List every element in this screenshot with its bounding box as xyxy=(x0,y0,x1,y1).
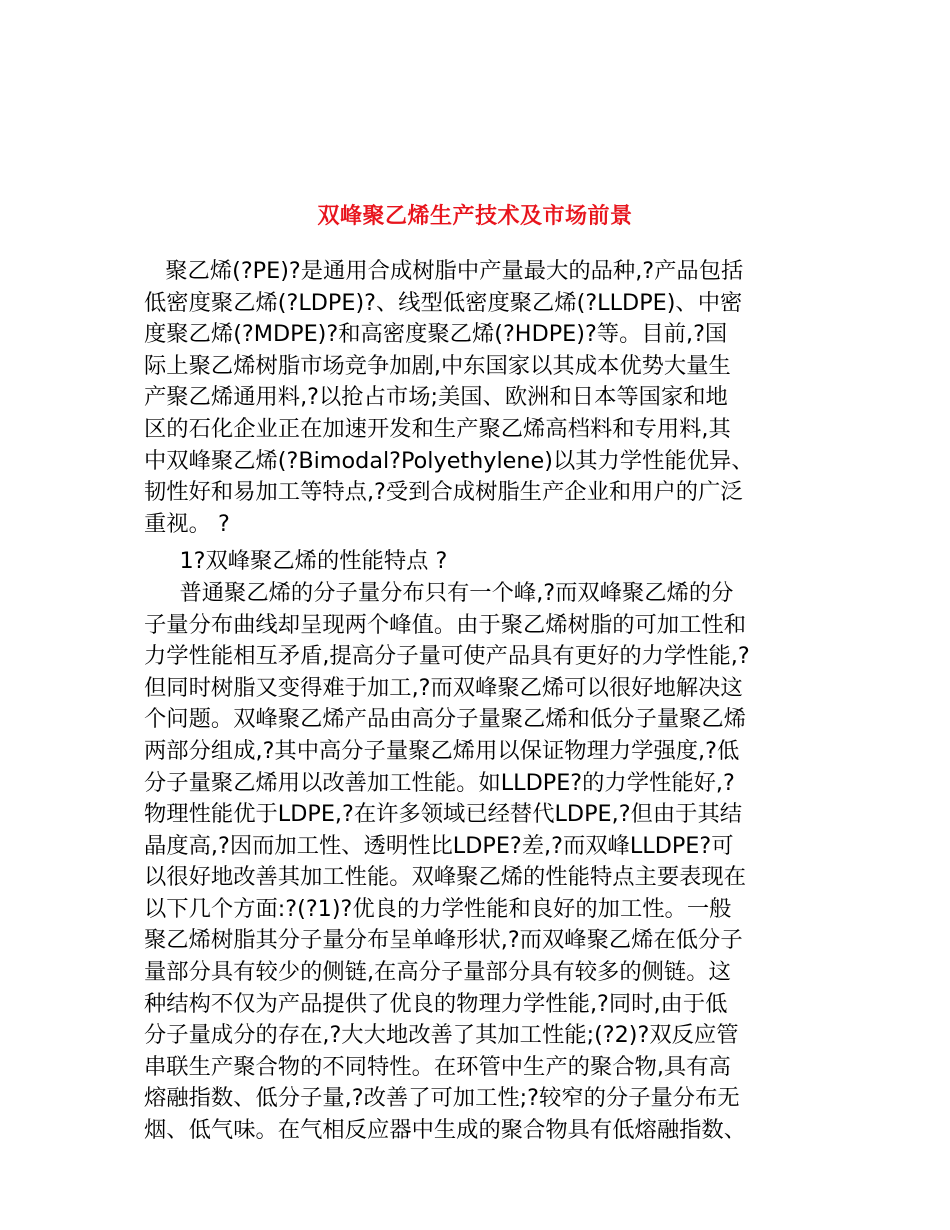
body-line: 以下几个方面:?(?1)?优良的力学性能和良好的加工性。一般 xyxy=(144,895,732,922)
body-line: 力学性能相互矛盾,提高分子量可使产品具有更好的力学性能,? xyxy=(144,643,750,670)
body-line: 串联生产聚合物的不同特性。在环管中生产的聚合物,具有高 xyxy=(144,1053,731,1080)
body-line: 分子量成分的存在,?大大地改善了其加工性能;(?2)?双反应管 xyxy=(144,1022,739,1049)
body-line: 熔融指数、低分子量,?改善了可加工性;?较窄的分子量分布无 xyxy=(144,1085,740,1112)
body-line: 但同时树脂又变得难于加工,?而双峰聚乙烯可以很好地解决这 xyxy=(144,674,743,701)
body-line: 产聚乙烯通用料,?以抢占市场;美国、欧洲和日本等国家和地 xyxy=(144,384,728,411)
body-line: 重视。 ? xyxy=(144,510,230,537)
section-heading: 1?双峰聚乙烯的性能特点 ? xyxy=(144,548,448,575)
body-line: 分子量聚乙烯用以改善加工性能。如LLDPE?的力学性能好,? xyxy=(144,769,735,796)
body-line: 种结构不仅为产品提供了优良的物理力学性能,?同时,由于低 xyxy=(144,990,728,1017)
body-line: 量部分具有较少的侧链,在高分子量部分具有较多的侧链。这 xyxy=(144,959,731,986)
body-line: 物理性能优于LDPE,?在许多领域已经替代LDPE,?但由于其结 xyxy=(144,801,743,828)
body-line: 以很好地改善其加工性能。双峰聚乙烯的性能特点主要表现在 xyxy=(144,864,747,891)
body-line: 个问题。双峰聚乙烯产品由高分子量聚乙烯和低分子量聚乙烯 xyxy=(144,706,747,733)
body-line: 聚乙烯树脂其分子量分布呈单峰形状,?而双峰聚乙烯在低分子 xyxy=(144,927,743,954)
body-line: 普通聚乙烯的分子量分布只有一个峰,?而双峰聚乙烯的分 xyxy=(144,579,734,606)
body-line: 区的石化企业正在加速开发和生产聚乙烯高档料和专用料,其 xyxy=(144,415,731,442)
body-line: 晶度高,?因而加工性、透明性比LDPE?差,?而双峰LLDPE?可 xyxy=(144,832,734,859)
body-line: 烟、低气味。在气相反应器中生成的聚合物具有低熔融指数、 xyxy=(144,1117,747,1144)
body-line: 两部分组成,?其中高分子量聚乙烯用以保证物理力学强度,?低 xyxy=(144,737,740,764)
document-body xyxy=(144,256,816,1147)
body-line: 低密度聚乙烯(?LDPE)?、线型低密度聚乙烯(?LLDPE)、中密 xyxy=(144,289,743,316)
body-line: 聚乙烯(?PE)?是通用合成树脂中产量最大的品种,?产品包括 xyxy=(144,258,744,284)
body-line: 际上聚乙烯树脂市场竞争加剧,中东国家以其成本优势大量生 xyxy=(144,352,731,379)
body-line: 韧性好和易加工等特点,?受到合成树脂生产企业和用户的广泛 xyxy=(144,479,743,506)
body-line: 中双峰聚乙烯(?Bimodal?Polyethylene)以其力学性能优异、 xyxy=(144,447,754,474)
body-line: 子量分布曲线却呈现两个峰值。由于聚乙烯树脂的可加工性和 xyxy=(144,611,747,638)
document-title: 双峰聚乙烯生产技术及市场前景 xyxy=(317,203,633,229)
body-line: 度聚乙烯(?MDPE)?和高密度聚乙烯(?HDPE)?等。目前,?国 xyxy=(144,321,728,348)
